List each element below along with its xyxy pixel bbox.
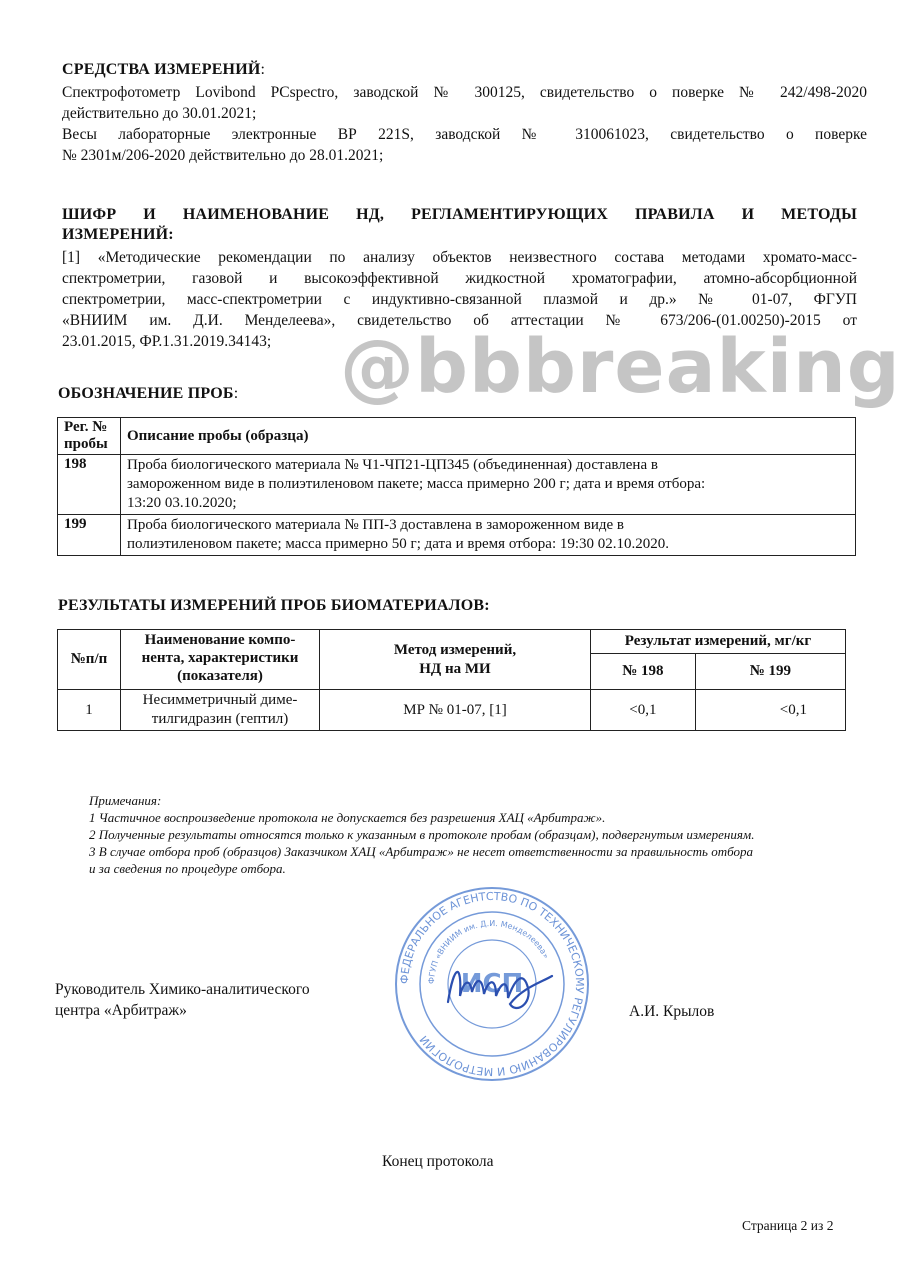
stamp-inner-text: ФГУП «ВНИИМ им. Д.И. Менделеева»: [426, 918, 551, 985]
header-sample-198: № 198: [591, 654, 696, 690]
sample-description: Проба биологического материала № Ч1-ЧП21-ЦП345 (объединенная) доставлена в замороженном виде в полиэтиленовом пакете; масса примерно 200 г; дата и время отбора: 13:20 03.10.2020;: [121, 455, 856, 515]
result-199: <0,1: [695, 690, 845, 731]
nd-text: [1] «Методические рекомендации по анализу объектов неизвестного состава методами хромато-масс- спектрометрии, газовой и высокоэффективной жидкостной хроматографии, атомно-абсорбционной спектрометрии, масс-спектрометрии с индуктивно-связанной плазмой и др.» № 01-07, ФГУП «ВНИИМ им. Д.И. Менделеева», свидетельство об аттестации № 673/206-(01.00250)-2015 от 23.01.2015, ФР.1.31.2019.34143;: [62, 249, 857, 350]
page-number: Страница 2 из 2: [742, 1218, 834, 1233]
stamp-center-text: ИСП: [460, 969, 524, 999]
samples-table-header: [58, 418, 856, 455]
sample-id: 199: [58, 515, 121, 556]
header-method: Метод измерений, НД на МИ: [320, 630, 591, 690]
header-description: Описание пробы (образца): [121, 418, 856, 455]
header-sample-199: № 199: [695, 654, 845, 690]
samples-heading: ОБОЗНАЧЕНИЕ ПРОБ:: [58, 385, 239, 402]
component-name: Несимметричный диме- тилгидразин (гептил): [121, 690, 320, 731]
table-row: [58, 515, 856, 556]
notes: [89, 792, 869, 877]
sample-id: 198: [58, 455, 121, 515]
measurement-tools-text: Спектрофотометр Lovibond PCspectro, заводской № 300125, свидетельство о поверке № 242/498-2020 действительно до 30.01.2021; Весы лабораторные электронные ВР 221S, заводской № 310061023, свидетельство о поверке № 2301м/206-2020 действительно до 28.01.2021;: [62, 84, 867, 164]
note-1: 1 Частичное воспроизведение протокола не допускается без разрешения ХАЦ «Арбитраж».: [89, 810, 606, 825]
header-result: Результат измерений, мг/кг: [591, 630, 846, 654]
header-component: Наименование компо- нента, характеристики (показателя): [121, 630, 320, 690]
result-198: <0,1: [591, 690, 696, 731]
table-row: [58, 690, 846, 731]
header-reg-num: Рег. № пробы: [58, 418, 121, 455]
results-table: [57, 629, 846, 731]
official-stamp: [392, 884, 592, 1084]
stamp-outer-text: ФЕДЕРАЛЬНОЕ АГЕНТСТВО ПО ТЕХНИЧЕСКОМУ РЕГУЛИРОВАНИЮ И МЕТРОЛОГИИ: [397, 889, 587, 1079]
note-3: 3 В случае отбора проб (образцов) Заказчиком ХАЦ «Арбитраж» не несет ответственности за правильность отбора и за сведения по процедуре отбора.: [89, 844, 753, 876]
nd-heading: ШИФР И НАИМЕНОВАНИЕ НД, РЕГЛАМЕНТИРУЮЩИХ ПРАВИЛА И МЕТОДЫ ИЗМЕРЕНИЙ:: [62, 206, 857, 243]
header-num: №п/п: [58, 630, 121, 690]
note-2: 2 Полученные результаты относятся только к указанным в протоколе пробам (образцам), подвергнутым измерениям.: [89, 827, 755, 842]
signatory-role: Руководитель Химико-аналитического центра «Арбитраж»: [55, 981, 310, 1019]
sample-description: Проба биологического материала № ПП-3 доставлена в замороженном виде в полиэтиленовом пакете; масса примерно 50 г; дата и время отбора: 19:30 02.10.2020.: [121, 515, 856, 556]
table-row: [58, 455, 856, 515]
signatory-name: А.И. Крылов: [629, 1003, 715, 1020]
measurement-tools-heading: СРЕДСТВА ИЗМЕРЕНИЙ:: [62, 61, 266, 78]
row-num: 1: [58, 690, 121, 731]
method-value: МР № 01-07, [1]: [320, 690, 591, 731]
samples-table: [57, 417, 856, 556]
results-heading: РЕЗУЛЬТАТЫ ИЗМЕРЕНИЙ ПРОБ БИОМАТЕРИАЛОВ:: [58, 597, 490, 614]
watermark: @bbbreaking: [340, 324, 901, 410]
notes-title: Примечания:: [89, 793, 162, 808]
end-of-protocol: Конец протокола: [382, 1153, 494, 1170]
